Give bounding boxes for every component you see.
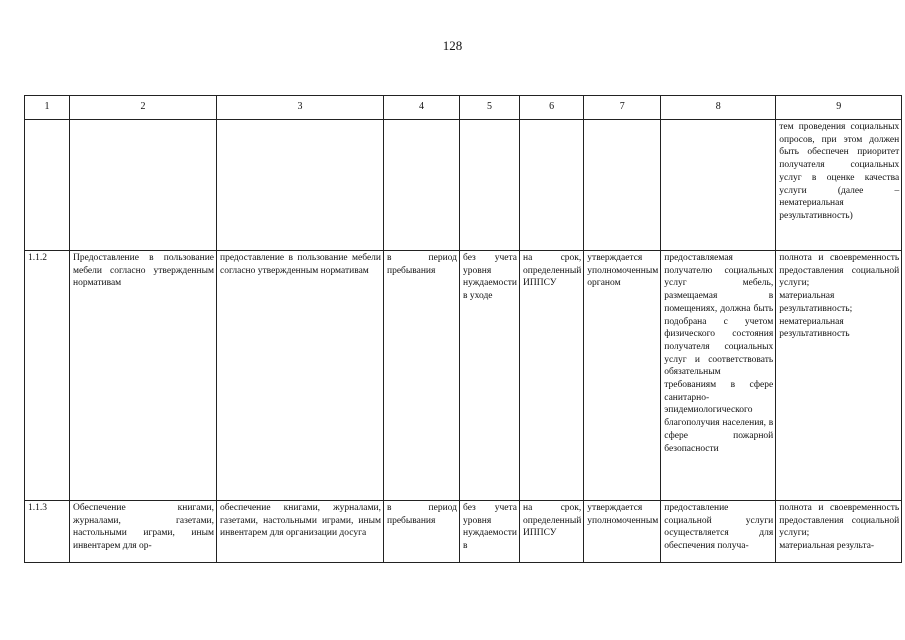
cell-volume: без учета уровня нуждаемости в — [460, 501, 520, 563]
table-row-1-1-3 — [25, 501, 902, 563]
table-row-1-1-2 — [25, 251, 902, 501]
header-cell: 7 — [584, 96, 661, 120]
cell-period — [384, 120, 460, 251]
cell-period: в период пребывания — [384, 251, 460, 501]
indicators-text: полнота и своевременность предоставления социальной услуги; материальная результативность; нематериальная результативность — [779, 253, 900, 340]
header-cell: 8 — [661, 96, 776, 120]
header-cell: 1 — [25, 96, 70, 120]
header-cell: 3 — [217, 96, 384, 120]
cell-tariff: утверждается уполномоченным — [584, 501, 661, 563]
cell-description — [217, 120, 384, 251]
cell-tariff: утверждается уполномоченным органом — [584, 251, 661, 501]
cell-number: 1.1.2 — [25, 251, 70, 501]
indicators-text: тем проведения социальных опросов, при этом должен быть обеспечен приоритет получателя социальных услуг в оценке качества услуги (далее – нематериальная результативность) — [779, 122, 900, 221]
cell-number: 1.1.3 — [25, 501, 70, 563]
cell-indicators — [776, 120, 902, 251]
cell-conditions: предоставляемая получателю социальных услуг мебель, размещаемая в помещениях, должна быть подобрана с учетом физического состояния получателя социальных услуг и соответствовать обязательным требованиям в сфере санитарно-эпидемиологического благополучия населения, в сфере пожарной безопасности — [661, 251, 776, 501]
header-cell: 2 — [70, 96, 217, 120]
cell-service-name: Обеспечение книгами, журналами, газетами, настольными играми, иным инвентарем для ор- — [70, 501, 217, 563]
indicators-text: полнота и своевременность предоставления социальной услуги; материальная результа- — [779, 503, 900, 552]
header-cell: 6 — [519, 96, 583, 120]
cell-description: обеспечение книгами, журналами, газетами, настольными играми, иным инвентарем для организации досуга — [217, 501, 384, 563]
cell-volume: без учета уровня нуждаемости в уходе — [460, 251, 520, 501]
cell-term: на срок, определенный ИППСУ — [519, 501, 583, 563]
cell-description: предоставление в пользование мебели согласно утвержденным нормативам — [217, 251, 384, 501]
header-cell: 4 — [384, 96, 460, 120]
cell-service-name — [70, 120, 217, 251]
cell-tariff — [584, 120, 661, 251]
cell-conditions — [661, 120, 776, 251]
cell-indicators — [776, 251, 902, 501]
cell-term: на срок, определенный ИППСУ — [519, 251, 583, 501]
header-cell: 5 — [460, 96, 520, 120]
header-row — [25, 96, 902, 120]
cell-period: в период пребывания — [384, 501, 460, 563]
cell-term — [519, 120, 583, 251]
cell-number — [25, 120, 70, 251]
header-cell: 9 — [776, 96, 902, 120]
cell-conditions: предоставление социальной услуги осуществляется для обеспечения получа- — [661, 501, 776, 563]
cell-service-name: Предоставление в пользование мебели согласно утвержденным нормативам — [70, 251, 217, 501]
page-number: 128 — [442, 38, 463, 53]
table-row-continuation — [25, 120, 902, 251]
cell-volume — [460, 120, 520, 251]
services-table — [24, 95, 902, 563]
cell-indicators — [776, 501, 902, 563]
